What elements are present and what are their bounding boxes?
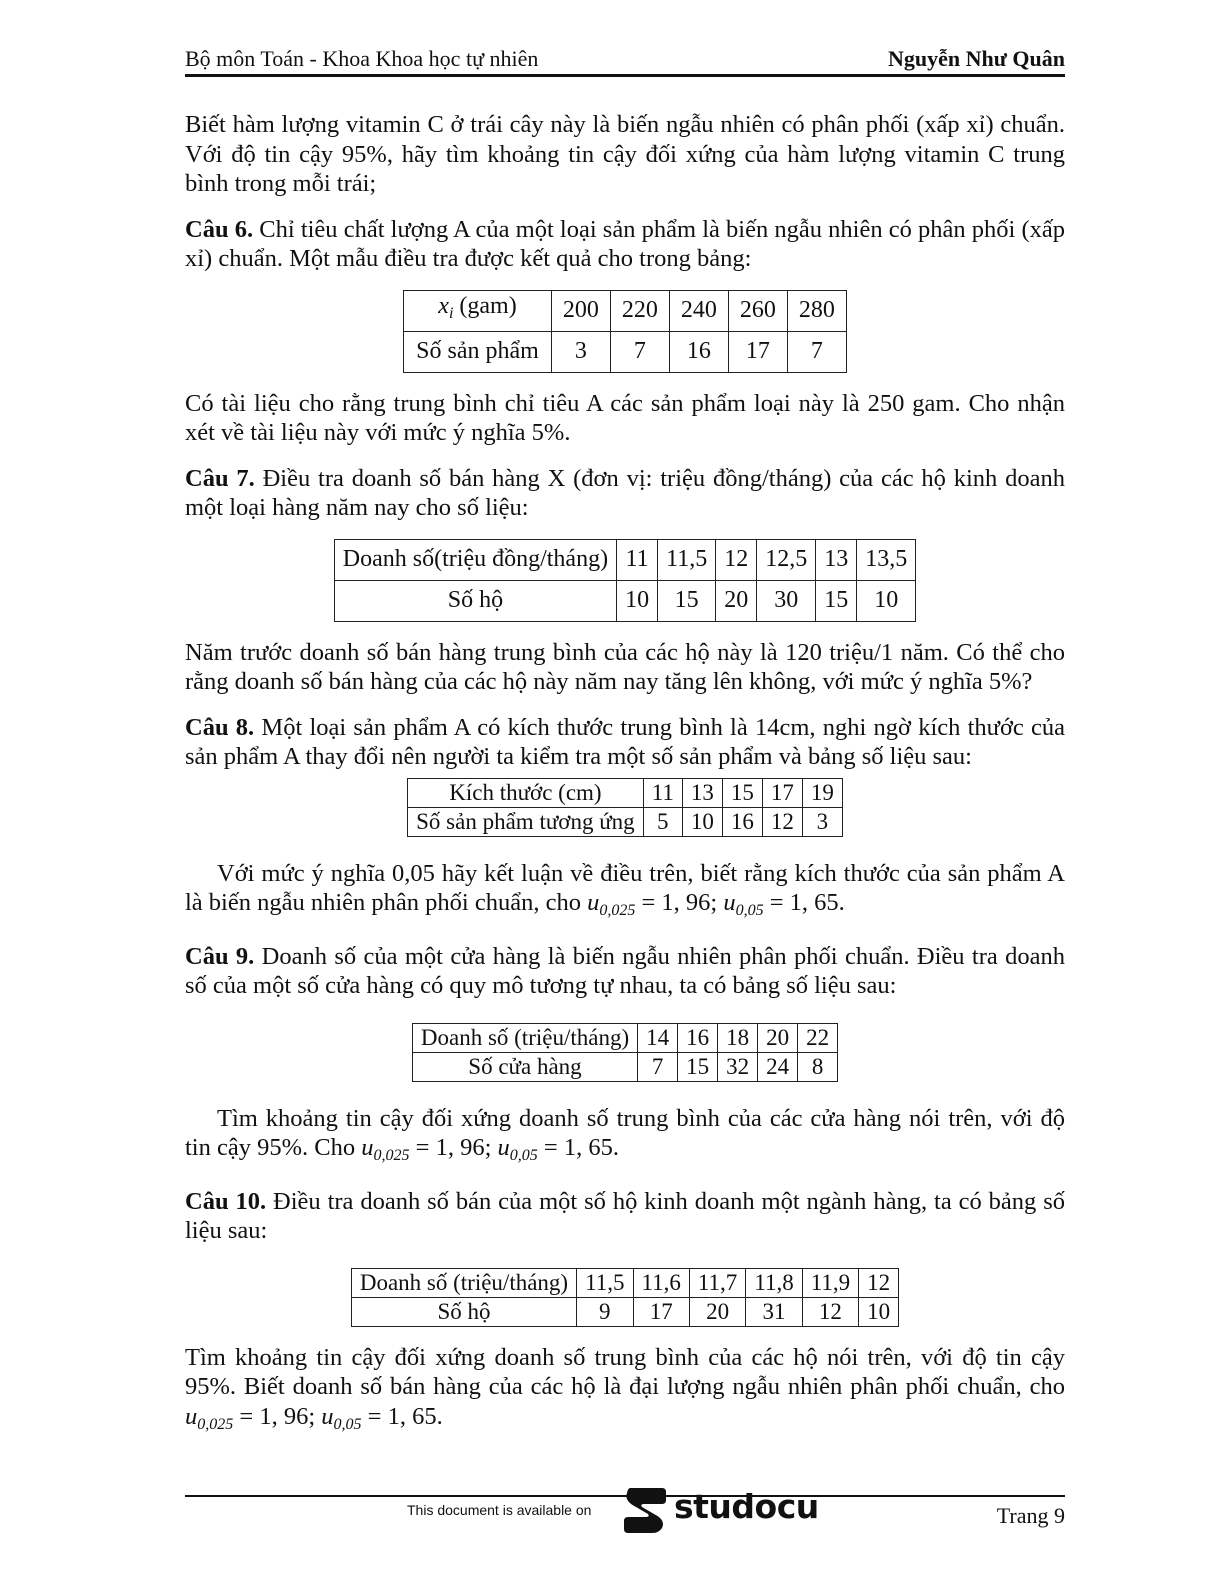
table-cell: 11 bbox=[643, 778, 682, 807]
table-header-cell: Doanh số(triệu đồng/tháng) bbox=[334, 539, 616, 580]
table-header-cell: Doanh số (triệu/tháng) bbox=[351, 1268, 576, 1297]
formula-eq: = 1, 65. bbox=[763, 889, 845, 916]
formula-eq: = 1, 65. bbox=[537, 1134, 619, 1161]
table-cell: 32 bbox=[718, 1052, 758, 1081]
table-cell: 17 bbox=[762, 778, 802, 807]
header-department: Bộ môn Toán - Khoa Khoa học tự nhiên bbox=[185, 46, 539, 71]
table-row bbox=[334, 580, 915, 621]
question-8-label: Câu 8. bbox=[185, 713, 255, 741]
table-cell: 15 bbox=[658, 580, 716, 621]
table-cell: 11,6 bbox=[633, 1268, 689, 1297]
formula-u: u bbox=[321, 1402, 334, 1430]
table-cell: 20 bbox=[716, 580, 757, 621]
formula-u: u bbox=[497, 1134, 510, 1161]
table-row bbox=[334, 539, 915, 580]
question-9-conclusion-text: Tìm khoảng tin cậy đối xứng doanh số trung bình của các cửa hàng nói trên, với độ tin cậy 95%. Cho bbox=[185, 1104, 1065, 1161]
table-row bbox=[404, 290, 847, 331]
table-cell: 18 bbox=[718, 1023, 758, 1052]
table-header-cell: Doanh số (triệu/tháng) bbox=[412, 1023, 637, 1052]
formula-sub: 0,025 bbox=[197, 1415, 234, 1433]
table-row bbox=[408, 778, 843, 807]
table-header-cell: Số sản phẩm bbox=[404, 331, 552, 372]
table-row bbox=[351, 1268, 898, 1297]
table-header-cell: Số hộ bbox=[334, 580, 616, 621]
table-header-cell: Số hộ bbox=[351, 1297, 576, 1326]
formula-eq: = 1, 96; bbox=[233, 1402, 322, 1430]
variable-subscript: i bbox=[448, 305, 454, 323]
formula-eq: = 1, 96; bbox=[635, 889, 724, 916]
question-8 bbox=[185, 713, 1065, 772]
formula-sub: 0,05 bbox=[735, 902, 764, 919]
studocu-logo-icon bbox=[622, 1486, 668, 1534]
table-cell: 10 bbox=[859, 1297, 899, 1326]
header-rule bbox=[185, 74, 1065, 77]
table-cell: 8 bbox=[798, 1052, 838, 1081]
table-cell: 11,8 bbox=[746, 1268, 802, 1297]
formula-sub: 0,05 bbox=[509, 1147, 538, 1164]
question-8-text: Một loại sản phẩm A có kích thước trung bình là 14cm, nghi ngờ kích thước của sản phẩm A thay đổi nên người ta kiểm tra một số sản phẩm và bảng số liệu sau: bbox=[185, 713, 1066, 770]
intro-paragraph: Biết hàm lượng vitamin C ở trái cây này là biến ngẫu nhiên có phân phối (xấp xỉ) chuẩn. Với độ tin cậy 95%, hãy tìm khoảng tin cậy đối xứng của hàm lượng vitamin C trung bình trong mỗi trái; bbox=[185, 111, 1065, 197]
question-9-table bbox=[412, 1023, 838, 1082]
table-cell: 15 bbox=[678, 1052, 718, 1081]
question-6-label: Câu 6. bbox=[185, 215, 254, 243]
question-8-conclusion bbox=[185, 859, 1065, 926]
table-cell: 260 bbox=[728, 290, 787, 331]
header-author: Nguyễn Như Quân bbox=[887, 46, 1065, 71]
formula-sub: 0,025 bbox=[599, 902, 636, 919]
table-cell: 200 bbox=[551, 290, 610, 331]
table-cell: 16 bbox=[669, 331, 728, 372]
table-cell: 13 bbox=[682, 778, 722, 807]
table-cell: 240 bbox=[669, 290, 728, 331]
table-header-cell: Số cửa hàng bbox=[412, 1052, 637, 1081]
question-6-conclusion: Có tài liệu cho rằng trung bình chỉ tiêu A các sản phẩm loại này là 250 gam. Cho nhận xét về tài liệu này với mức ý nghĩa 5%. bbox=[185, 389, 1065, 446]
question-10-text: Điều tra doanh số bán của một số hộ kinh doanh một ngành hàng, ta có bảng số liệu sau: bbox=[185, 1187, 1065, 1244]
table-cell: 31 bbox=[746, 1297, 802, 1326]
table-cell: 20 bbox=[758, 1023, 798, 1052]
table-row bbox=[412, 1052, 837, 1081]
table-cell: 22 bbox=[798, 1023, 838, 1052]
table-cell: 12 bbox=[762, 807, 802, 836]
table-cell: 220 bbox=[610, 290, 669, 331]
table-row bbox=[404, 331, 847, 372]
table-cell: 12 bbox=[716, 539, 757, 580]
table-cell: 17 bbox=[633, 1297, 689, 1326]
table-cell: 15 bbox=[816, 580, 857, 621]
formula-u: u bbox=[361, 1134, 374, 1161]
question-8-table bbox=[407, 778, 843, 837]
table-row bbox=[408, 807, 843, 836]
table-cell: 11,5 bbox=[658, 539, 716, 580]
formula-eq: = 1, 96; bbox=[409, 1134, 498, 1161]
table-cell: 7 bbox=[638, 1052, 678, 1081]
formula-sub: 0,05 bbox=[333, 1415, 362, 1433]
table-cell: 7 bbox=[610, 331, 669, 372]
table-cell: 11,5 bbox=[577, 1268, 633, 1297]
question-10-table bbox=[351, 1268, 899, 1327]
table-row bbox=[412, 1023, 837, 1052]
question-6 bbox=[185, 215, 1065, 274]
question-10-conclusion-text: Tìm khoảng tin cậy đối xứng doanh số trung bình của các hộ nói trên, với độ tin cậy 95%. Biết doanh số bán hàng của các hộ là đại lượng ngẫu nhiên phân phối chuẩn, cho bbox=[185, 1343, 1065, 1400]
question-6-table bbox=[403, 290, 847, 373]
table-cell: 11,7 bbox=[689, 1268, 745, 1297]
formula-eq: = 1, 65. bbox=[361, 1402, 443, 1430]
variable-unit: (gam) bbox=[459, 293, 517, 320]
question-7-label: Câu 7. bbox=[185, 464, 255, 492]
table-cell: 12 bbox=[859, 1268, 899, 1297]
table-cell: 13 bbox=[816, 539, 857, 580]
table-cell: 10 bbox=[617, 580, 658, 621]
table-cell: 20 bbox=[689, 1297, 745, 1326]
table-row bbox=[351, 1297, 898, 1326]
table-cell: 12,5 bbox=[757, 539, 816, 580]
question-9 bbox=[185, 942, 1065, 1001]
page-header bbox=[185, 44, 1065, 74]
page-number: Trang 9 bbox=[996, 1503, 1065, 1528]
table-cell: 16 bbox=[678, 1023, 718, 1052]
question-10 bbox=[185, 1187, 1065, 1246]
formula-u: u bbox=[587, 889, 600, 916]
formula-sub: 0,025 bbox=[373, 1147, 410, 1164]
table-cell: 7 bbox=[787, 331, 846, 372]
question-10-label: Câu 10. bbox=[185, 1187, 267, 1215]
document-body bbox=[185, 110, 1065, 1455]
formula-u: u bbox=[185, 1402, 198, 1430]
table-cell: 11,9 bbox=[802, 1268, 858, 1297]
question-9-conclusion bbox=[185, 1104, 1065, 1171]
formula-u: u bbox=[723, 889, 736, 916]
table-cell: 12 bbox=[802, 1297, 858, 1326]
question-10-conclusion bbox=[185, 1343, 1065, 1440]
table-cell: 30 bbox=[757, 580, 816, 621]
table-cell: 10 bbox=[857, 580, 916, 621]
table-cell: 16 bbox=[722, 807, 762, 836]
question-6-text: Chỉ tiêu chất lượng A của một loại sản phẩm là biến ngẫu nhiên có phân phối (xấp xỉ) chuẩn. Một mẫu điều tra được kết quả cho trong bảng: bbox=[185, 215, 1066, 272]
table-header-cell: Kích thước (cm) bbox=[408, 778, 644, 807]
table-header-cell: Số sản phẩm tương ứng bbox=[408, 807, 644, 836]
question-7 bbox=[185, 464, 1065, 523]
question-7-conclusion: Năm trước doanh số bán hàng trung bình của các hộ này là 120 triệu/1 năm. Có thể cho rằng doanh số bán hàng của các hộ này năm nay tăng lên không, với mức ý nghĩa 5%? bbox=[185, 638, 1065, 695]
table-cell: 14 bbox=[638, 1023, 678, 1052]
table-cell: 11 bbox=[617, 539, 658, 580]
table-cell: 3 bbox=[802, 807, 842, 836]
table-cell: 3 bbox=[551, 331, 610, 372]
studocu-wordmark: studocu bbox=[674, 1487, 819, 1526]
question-8-conclusion-text: Với mức ý nghĩa 0,05 hãy kết luận về điều trên, biết rằng kích thước của sản phẩm A là biến ngẫu nhiên phân phối chuẩn, cho bbox=[185, 859, 1065, 916]
table-cell: 17 bbox=[728, 331, 787, 372]
question-7-text: Điều tra doanh số bán hàng X (đơn vị: triệu đồng/tháng) của các hộ kinh doanh một loại hàng năm nay cho số liệu: bbox=[185, 464, 1066, 521]
table-cell: 280 bbox=[787, 290, 846, 331]
table-cell: 24 bbox=[758, 1052, 798, 1081]
table-cell: 13,5 bbox=[857, 539, 916, 580]
variable-symbol: x bbox=[438, 293, 449, 320]
question-9-text: Doanh số của một cửa hàng là biến ngẫu nhiên phân phối chuẩn. Điều tra doanh số của một số cửa hàng có quy mô tương tự nhau, ta có bảng số liệu sau: bbox=[185, 942, 1065, 999]
table-cell: 19 bbox=[802, 778, 842, 807]
table-cell: 10 bbox=[682, 807, 722, 836]
table-header-cell bbox=[404, 290, 552, 331]
question-9-label: Câu 9. bbox=[185, 942, 255, 970]
table-cell: 15 bbox=[722, 778, 762, 807]
table-cell: 9 bbox=[577, 1297, 633, 1326]
question-7-table bbox=[334, 539, 916, 622]
footer-availability-text: This document is available on bbox=[407, 1502, 592, 1518]
table-cell: 5 bbox=[643, 807, 682, 836]
